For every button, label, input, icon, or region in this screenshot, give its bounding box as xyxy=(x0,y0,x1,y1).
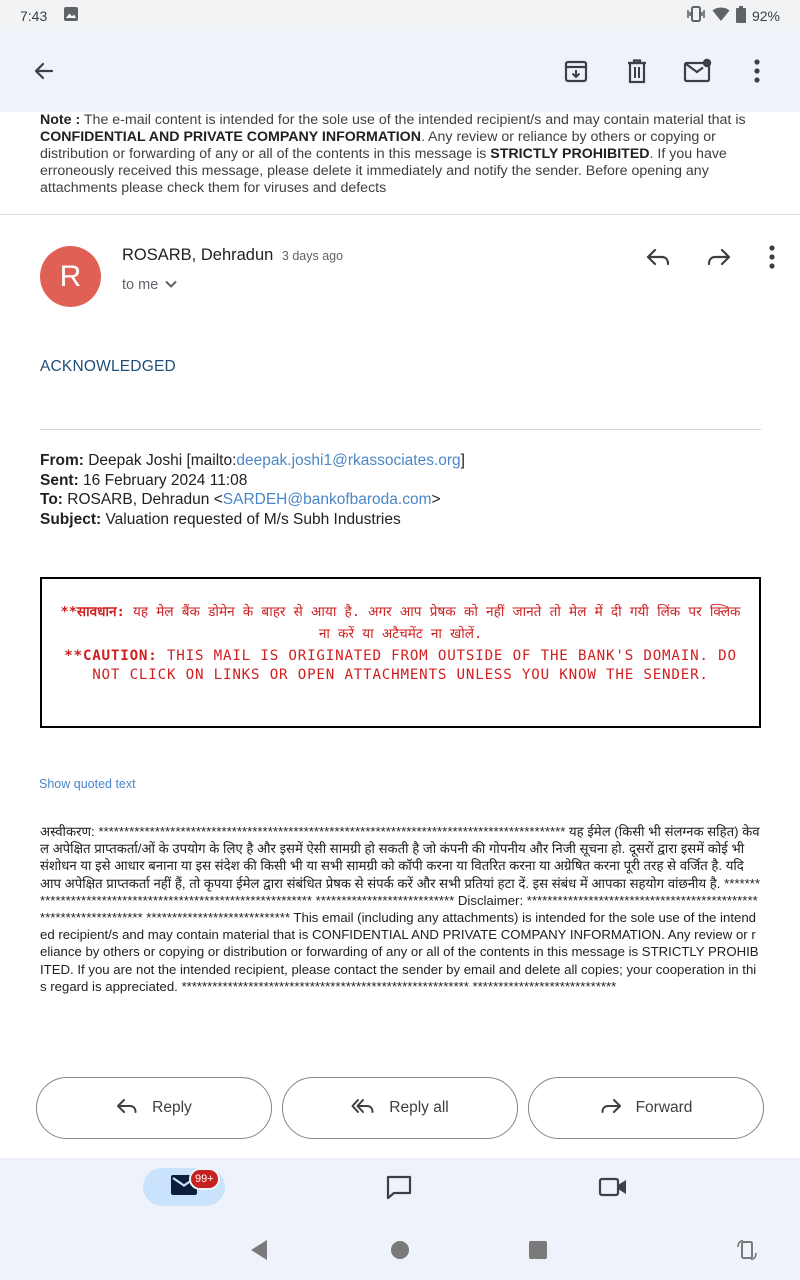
system-navigation-bar xyxy=(0,1222,800,1280)
to-line xyxy=(40,490,465,510)
battery-level: 92% xyxy=(751,7,780,24)
caution-english xyxy=(54,647,747,685)
forward-icon-button[interactable] xyxy=(697,235,741,279)
more-vert-icon xyxy=(754,59,760,83)
subject-line xyxy=(40,510,465,530)
arrow-back-icon xyxy=(32,59,56,83)
forward-icon xyxy=(600,1097,622,1120)
caution-english-text: THIS MAIL IS ORIGINATED FROM OUTSIDE OF THE BANK'S DOMAIN. DO NOT CLICK ON LINKS OR OPEN ATTACHMENTS UNLESS YOU KNOW THE SENDER. xyxy=(92,648,737,683)
note-label: Note : xyxy=(40,112,81,128)
message-actions xyxy=(0,1077,800,1139)
reply-all-label: Reply all xyxy=(389,1099,449,1116)
triangle-back-icon xyxy=(249,1239,269,1261)
to-value: ROSARB, Dehradun < xyxy=(62,491,223,508)
delete-button[interactable] xyxy=(615,49,659,93)
caution-hindi-text: यह मेल बैंक डोमेन के बाहर से आया है. अगर आप प्रेषक को नहीं जानते तो मेल में दी गयी लिंक पर क्लिक ना करें या अटैचमेंट ना खोलें. xyxy=(124,604,741,642)
from-label: From: xyxy=(40,452,84,469)
note-text-2: . Any review or reliance by others or copying or distribution or forwarding of any or all of the contents in this message is xyxy=(40,129,716,162)
to-end: > xyxy=(431,491,441,508)
recipient-label: to me xyxy=(122,277,159,293)
mark-unread-button[interactable] xyxy=(676,49,720,93)
rotate-screen-button[interactable] xyxy=(725,1228,769,1272)
note-bold-2: STRICTLY PROHIBITED xyxy=(490,146,650,162)
note-bold-1: CONFIDENTIAL AND PRIVATE COMPANY INFORMATION xyxy=(40,129,421,145)
message-more-button[interactable] xyxy=(750,235,794,279)
video-icon xyxy=(598,1176,628,1198)
from-line xyxy=(40,451,465,471)
message-body-ack: ACKNOWLEDGED xyxy=(40,358,176,375)
mail-unread-icon xyxy=(683,58,713,84)
unread-badge: 99+ xyxy=(189,1168,220,1190)
caution-hindi-label: **सावधान: xyxy=(60,604,125,620)
nav-meet-tab[interactable] xyxy=(591,1165,635,1209)
archive-icon xyxy=(563,58,589,84)
email-thread[interactable] xyxy=(0,112,800,1158)
disclaimer-text: अस्वीकरण: ******************************************************************************************* यह ईमेल (किसी भी संलग्नक सहित) केवल अपेक्षित प्राप्तकर्ता/ओं के उपयोग के लिए है और इसमें ऐसी सामग्री हो सकती है जो कंपनी की गोपनीय और निजी सूचना हो. दूसरों द्वारा इसमें कोई भी संशोधन या इसे आधार बनाना या इस संदेश की किसी भी या सभी सामग्री को कॉपी करना या वितरित करना या अग्रेषित करना पूरी तरह से वर्जित है. यदि आप अपेक्षित प्राप्तकर्ता नहीं हैं, तो कृपया ईमेल द्वारा संबंधित प्रेषक से संपर्क करें और सभी प्रतियां हटा दें. इस संबंध में आपका सहयोग वांछनीय है. ************************************************************ *************************** Disclaimer: ***************************************************************** **************************** This email (including any attachments) is intended for the sole use of the intended recipient/s and may contain material that is CONFIDENTIAL AND PRIVATE COMPANY INFORMATION. Any review or reliance by others or copying or distribution or forwarding of any or all of the contents in this message is STRICTLY PROHIBITED. If you are not the intended recipient, please contact the sender by email and delete all copies; your cooperation in this regard is appreciated. ******************************************************** **************************** xyxy=(40,824,761,994)
status-bar xyxy=(0,0,800,31)
chat-icon xyxy=(385,1174,413,1200)
forwarded-headers xyxy=(40,451,465,529)
system-back-button[interactable] xyxy=(237,1228,281,1272)
sent-value: 16 February 2024 11:08 xyxy=(78,471,248,489)
note-text-3: . If you have erroneously received this message, please delete it immediately and notify the sender. Before opening any attachments please check them for viruses and defects xyxy=(40,146,727,196)
home-circle-icon xyxy=(390,1240,410,1260)
reply-icon-button[interactable] xyxy=(636,235,680,279)
reply-icon xyxy=(116,1097,138,1120)
note-text-1: The e-mail content is intended for the sole use of the intended recipient/s and may contain material that is xyxy=(80,112,746,128)
more-options-button[interactable] xyxy=(735,49,779,93)
recents-square-icon xyxy=(528,1240,548,1260)
system-recents-button[interactable] xyxy=(516,1228,560,1272)
quote-divider xyxy=(40,429,761,430)
from-value: Deepak Joshi [mailto: xyxy=(83,452,237,469)
reply-icon xyxy=(645,247,671,267)
reply-label: Reply xyxy=(152,1099,192,1116)
top-app-bar xyxy=(0,31,800,112)
from-email-link[interactable]: deepak.joshi1@rkassociates.org xyxy=(236,452,461,469)
sender-name[interactable]: ROSARB, Dehradun xyxy=(122,246,274,264)
image-notification-icon xyxy=(63,6,79,25)
reply-all-button[interactable] xyxy=(282,1077,518,1139)
message-divider xyxy=(0,214,800,215)
vibrate-icon xyxy=(686,6,706,25)
back-button[interactable] xyxy=(22,49,66,93)
subject-value: Valuation requested of M/s Subh Industries xyxy=(101,510,401,528)
forward-icon xyxy=(706,247,732,267)
more-vert-icon xyxy=(769,245,775,269)
show-quoted-text-link[interactable]: Show quoted text xyxy=(39,777,136,791)
from-end: ] xyxy=(460,452,465,469)
system-home-button[interactable] xyxy=(378,1228,422,1272)
wifi-icon xyxy=(712,6,730,25)
message-time: 3 days ago xyxy=(281,249,344,263)
forward-button[interactable] xyxy=(528,1077,764,1139)
sent-line xyxy=(40,471,465,491)
trash-icon xyxy=(625,58,649,84)
sent-label: Sent: xyxy=(40,471,79,489)
rotate-icon xyxy=(736,1239,758,1261)
recipient-details-toggle[interactable] xyxy=(122,277,178,293)
subject-label: Subject: xyxy=(40,510,102,528)
reply-all-icon xyxy=(351,1097,375,1120)
chevron-down-icon xyxy=(164,277,178,293)
forward-label: Forward xyxy=(635,1099,693,1116)
nav-chat-tab[interactable] xyxy=(377,1165,421,1209)
sender-avatar[interactable]: R xyxy=(40,246,101,307)
to-label: To: xyxy=(40,491,63,508)
archive-button[interactable] xyxy=(554,49,598,93)
reply-button[interactable] xyxy=(36,1077,272,1139)
sender-line xyxy=(122,246,343,265)
caution-english-label: **CAUTION: xyxy=(64,648,158,664)
external-mail-warning xyxy=(40,577,761,728)
caution-hindi xyxy=(54,601,747,645)
bottom-navigation xyxy=(0,1158,800,1222)
to-email-link[interactable]: SARDEH@bankofbaroda.com xyxy=(222,491,432,508)
status-time: 7:43 xyxy=(20,7,48,24)
previous-message-note xyxy=(40,112,765,197)
battery-icon xyxy=(736,6,746,26)
